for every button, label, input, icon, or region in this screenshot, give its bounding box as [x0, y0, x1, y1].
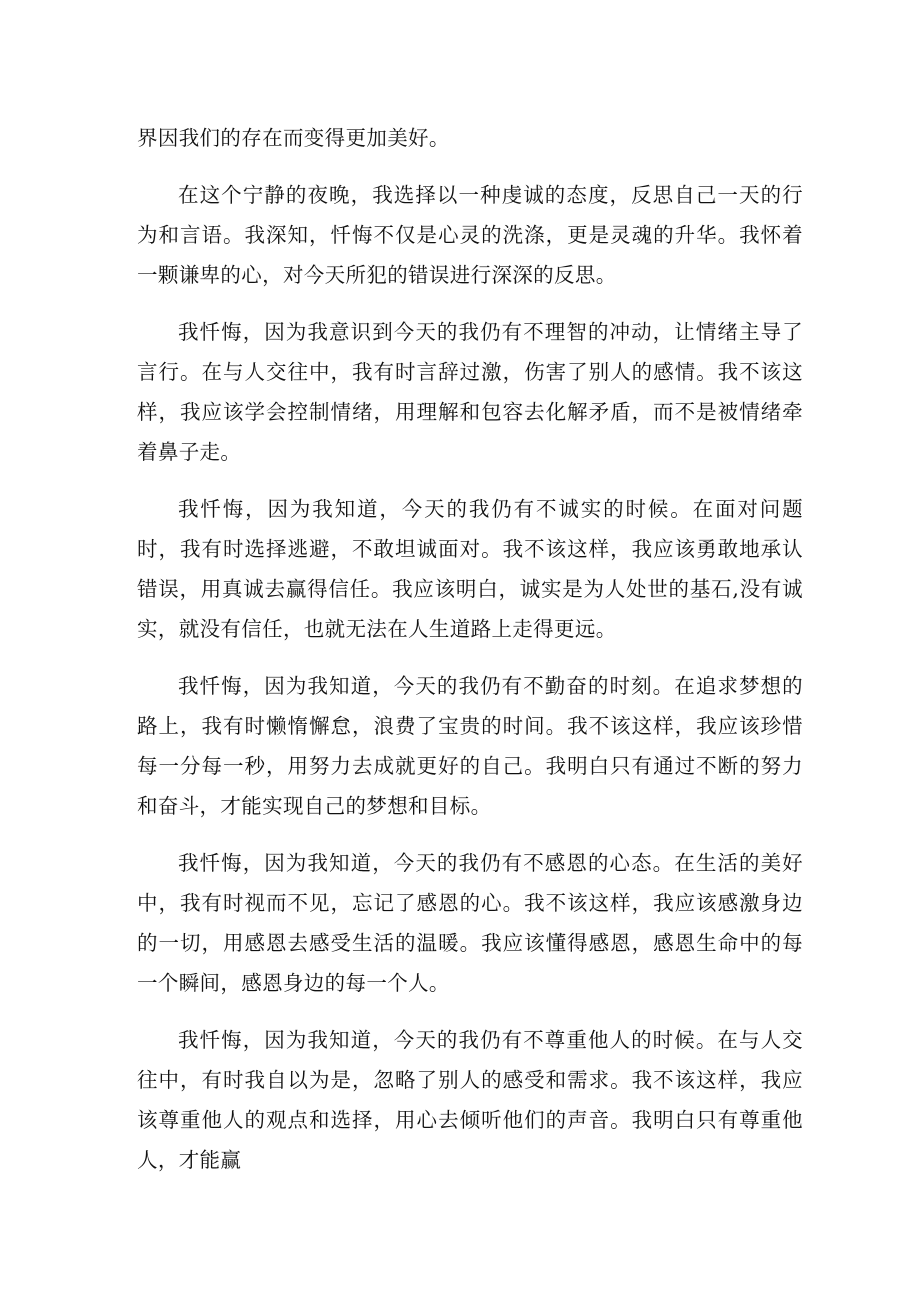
paragraph-gratitude: 我忏悔，因为我知道，今天的我仍有不感恩的心态。在生活的美好中，我有时视而不见，忘记了感恩的心。我不该这样，我应该感激身边的一切，用感恩去感受生活的温暖。我应该懂得感恩，感恩生命中的每一个瞬间，感恩身边的每一个人。: [137, 851, 803, 995]
paragraph-continuation: 界因我们的存在而变得更加美好。: [137, 126, 450, 150]
paragraph-diligence: 我忏悔，因为我知道，今天的我仍有不勤奋的时刻。在追求梦想的路上，我有时懒惰懈怠，浪费了宝贵的时间。我不该这样，我应该珍惜每一分每一秒，用努力去成就更好的自己。我明白只有通过不断的努力和奋斗，才能实现自己的梦想和目标。: [137, 674, 803, 818]
paragraph-reflection-intro: 在这个宁静的夜晚，我选择以一种虔诚的态度，反思自己一天的行为和言语。我深知，忏悔不仅是心灵的洗涤，更是灵魂的升华。我怀着一颗谦卑的心，对今天所犯的错误进行深深的反思。: [137, 183, 803, 287]
paragraph-honesty: 我忏悔，因为我知道，今天的我仍有不诚实的时候。在面对问题时，我有时选择逃避，不敢坦诚面对。我不该这样，我应该勇敢地承认错误，用真诚去赢得信任。我应该明白，诚实是为人处世的基石,没有诚实，就没有信任，也就无法在人生道路上走得更远。: [137, 497, 803, 641]
paragraph-emotion: 我忏悔，因为我意识到今天的我仍有不理智的冲动，让情绪主导了言行。在与人交往中，我有时言辞过激，伤害了别人的感情。我不该这样，我应该学会控制情绪，用理解和包容去化解矛盾，而不是被情绪牵着鼻子走。: [137, 320, 803, 464]
paragraph-respect: 我忏悔，因为我知道，今天的我仍有不尊重他人的时候。在与人交往中，有时我自以为是，忽略了别人的感受和需求。我不该这样，我应该尊重他人的观点和选择，用心去倾听他们的声音。我明白只有尊重他人，才能赢: [137, 1028, 803, 1172]
document-body: [137, 118, 803, 1197]
